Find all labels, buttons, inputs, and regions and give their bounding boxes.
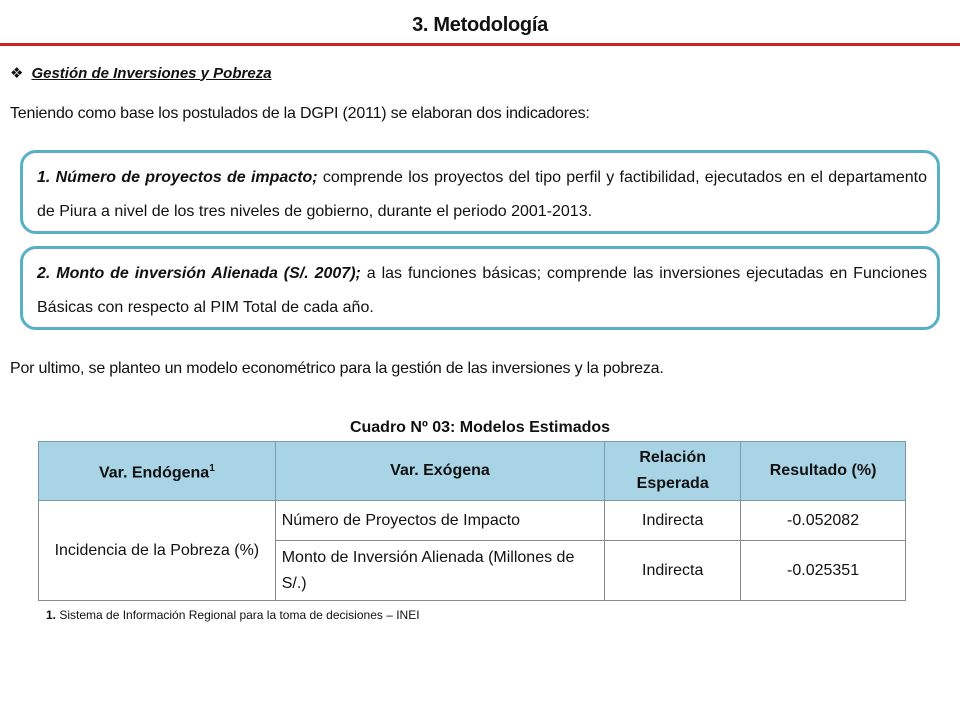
endogena-cell: Incidencia de la Pobreza (%) <box>39 501 276 601</box>
intro-paragraph: Teniendo como base los postulados de la DGPI (2011) se elaboran dos indicadores: <box>10 105 590 122</box>
section-heading-text: Gestión de Inversiones y Pobreza <box>31 64 272 82</box>
closing-paragraph: Por ultimo, se planteo un modelo econométrico para la gestión de las inversiones y la pobreza. <box>10 360 664 377</box>
exogena-cell: Número de Proyectos de Impacto <box>275 501 605 541</box>
header-resultado: Resultado (%) <box>741 442 906 501</box>
resultado-cell: -0.052082 <box>741 501 906 541</box>
header-relacion: Relación Esperada <box>605 442 741 501</box>
relacion-cell: Indirecta <box>605 501 741 541</box>
indicator-1-text: comprende los proyectos del tipo perfil y factibilidad, ejecutados en el departamento de Piura a nivel de los tres niveles de gobierno, durante el periodo 2001-2013. <box>37 169 927 220</box>
table-row <box>39 501 906 541</box>
footnote-marker: 1. <box>46 608 57 622</box>
indicator-box-1 <box>20 150 940 234</box>
title-divider <box>0 43 960 46</box>
header-endogena: Var. Endógena$^1$ <box>39 442 276 501</box>
footnote <box>46 608 420 622</box>
indicator-2-lead: 2. Monto de inversión Alienada (S/. 2007); <box>37 265 361 282</box>
indicator-box-2 <box>20 246 940 330</box>
resultado-cell: -0.025351 <box>741 541 906 601</box>
header-endogena-sup: 1 <box>209 462 215 474</box>
table-header-row <box>39 442 906 501</box>
models-table <box>38 441 906 601</box>
footnote-text: Sistema de Información Regional para la toma de decisiones – INEI <box>56 608 420 622</box>
section-heading <box>10 64 272 82</box>
exogena-cell: Monto de Inversión Alienada (Millones de S/.) <box>275 541 605 601</box>
indicator-1-lead: 1. Número de proyectos de impacto; <box>37 169 318 186</box>
indicator-2-text: a las funciones básicas; comprende las inversiones ejecutadas en Funciones Básicas con respecto al PIM Total de cada año. <box>37 265 927 316</box>
table-caption: Cuadro Nº 03: Modelos Estimados <box>349 419 611 436</box>
header-exogena: Var. Exógena <box>275 442 605 501</box>
page-title: 3. Metodología <box>412 14 548 36</box>
diamond-bullet-icon: ❖ <box>10 65 24 82</box>
relacion-cell: Indirecta <box>605 541 741 601</box>
